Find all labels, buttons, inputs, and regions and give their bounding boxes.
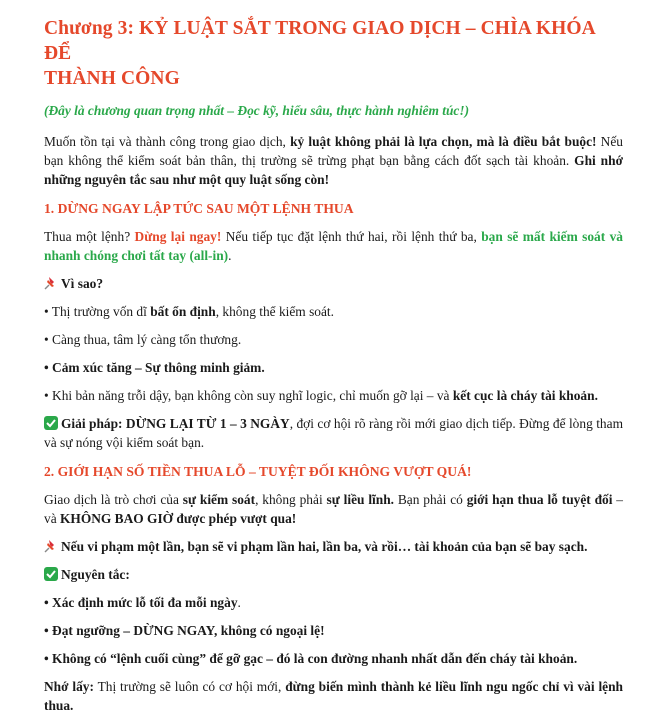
chapter-subtitle: (Đây là chương quan trọng nhất – Đọc kỹ, hiểu sâu, thực hành nghiêm túc!) (44, 103, 470, 118)
section1-paragraph: Thua một lệnh? Dừng lại ngay! Nếu tiếp tục đặt lệnh thứ hai, rồi lệnh thứ ba, bạn sẽ mất kiếm soát và nhanh chóng chơi tất tay (all-in). (44, 229, 623, 263)
list-item: • Khi bản năng trỗi dậy, bạn không còn suy nghĩ logic, chỉ muốn gỡ lại – và kết cục là cháy tài khoản. (44, 388, 598, 403)
section1-heading: 1. DỪNG NGAY LẬP TỨC SAU MỘT LỆNH THUA (44, 201, 354, 216)
check-mark-icon (44, 416, 58, 430)
list-item: • Không có “lệnh cuối cùng” để gỡ gạc – đó là con đường nhanh nhất dẫn đến cháy tài khoản. (44, 651, 578, 666)
section2-paragraph: Giao dịch là trò chơi của sự kiểm soát, không phải sự liều lĩnh. Bạn phải có giới hạn thua lỗ tuyệt đối – và KHÔNG BAO GIỜ được phép vượt qua! (44, 492, 624, 526)
warning-line: Nếu vi phạm một lần, bạn sẽ vi phạm lần hai, lần ba, và rồi… tài khoản của bạn sẽ bay sạch. (44, 537, 623, 556)
solution-paragraph: Giải pháp: DỪNG LẠI TỪ 1 – 3 NGÀY, đợi cơ hội rõ ràng rồi mới giao dịch tiếp. Đừng để lòng tham và sự nóng vội kiểm soát bạn. (44, 416, 623, 450)
section2-heading: 2. GIỚI HẠN SỐ TIỀN THUA LỖ – TUYỆT ĐỐI KHÔNG VƯỢT QUÁ! (44, 464, 472, 479)
list-item: • Xác định mức lỗ tối đa mỗi ngày. (44, 595, 241, 610)
check-mark-icon (44, 567, 58, 581)
principle-line: Nguyên tắc: (44, 565, 623, 584)
why-line: Vì sao? (44, 274, 623, 293)
pushpin-icon (44, 539, 58, 553)
list-item: • Cảm xúc tăng – Sự thông minh giảm. (44, 360, 265, 375)
list-item: • Đạt ngưỡng – DỪNG NGAY, không có ngoại lệ! (44, 623, 325, 638)
chapter-title: Chương 3: KỶ LUẬT SẮT TRONG GIAO DỊCH – CHÌA KHÓA ĐỂ THÀNH CÔNG (44, 18, 595, 89)
intro-paragraph: Muốn tồn tại và thành công trong giao dịch, kỷ luật không phải là lựa chọn, mà là điều bắt buộc! Nếu bạn không thể kiểm soát bản thân, thị trường sẽ trừng phạt bạn bằng cách đốt sạch tài khoản. Ghi nhớ những nguyên tắc sau như một quy luật sống còn! (44, 134, 623, 187)
list-item: • Càng thua, tâm lý càng tổn thương. (44, 332, 242, 347)
remember-paragraph: Nhớ lấy: Thị trường sẽ luôn có cơ hội mới, đừng biến mình thành kẻ liều lĩnh ngu ngốc chỉ vì vài lệnh thua. (44, 679, 623, 713)
pushpin-icon (44, 276, 58, 290)
list-item: • Thị trường vốn dĩ bất ổn định, không thể kiểm soát. (44, 304, 334, 319)
